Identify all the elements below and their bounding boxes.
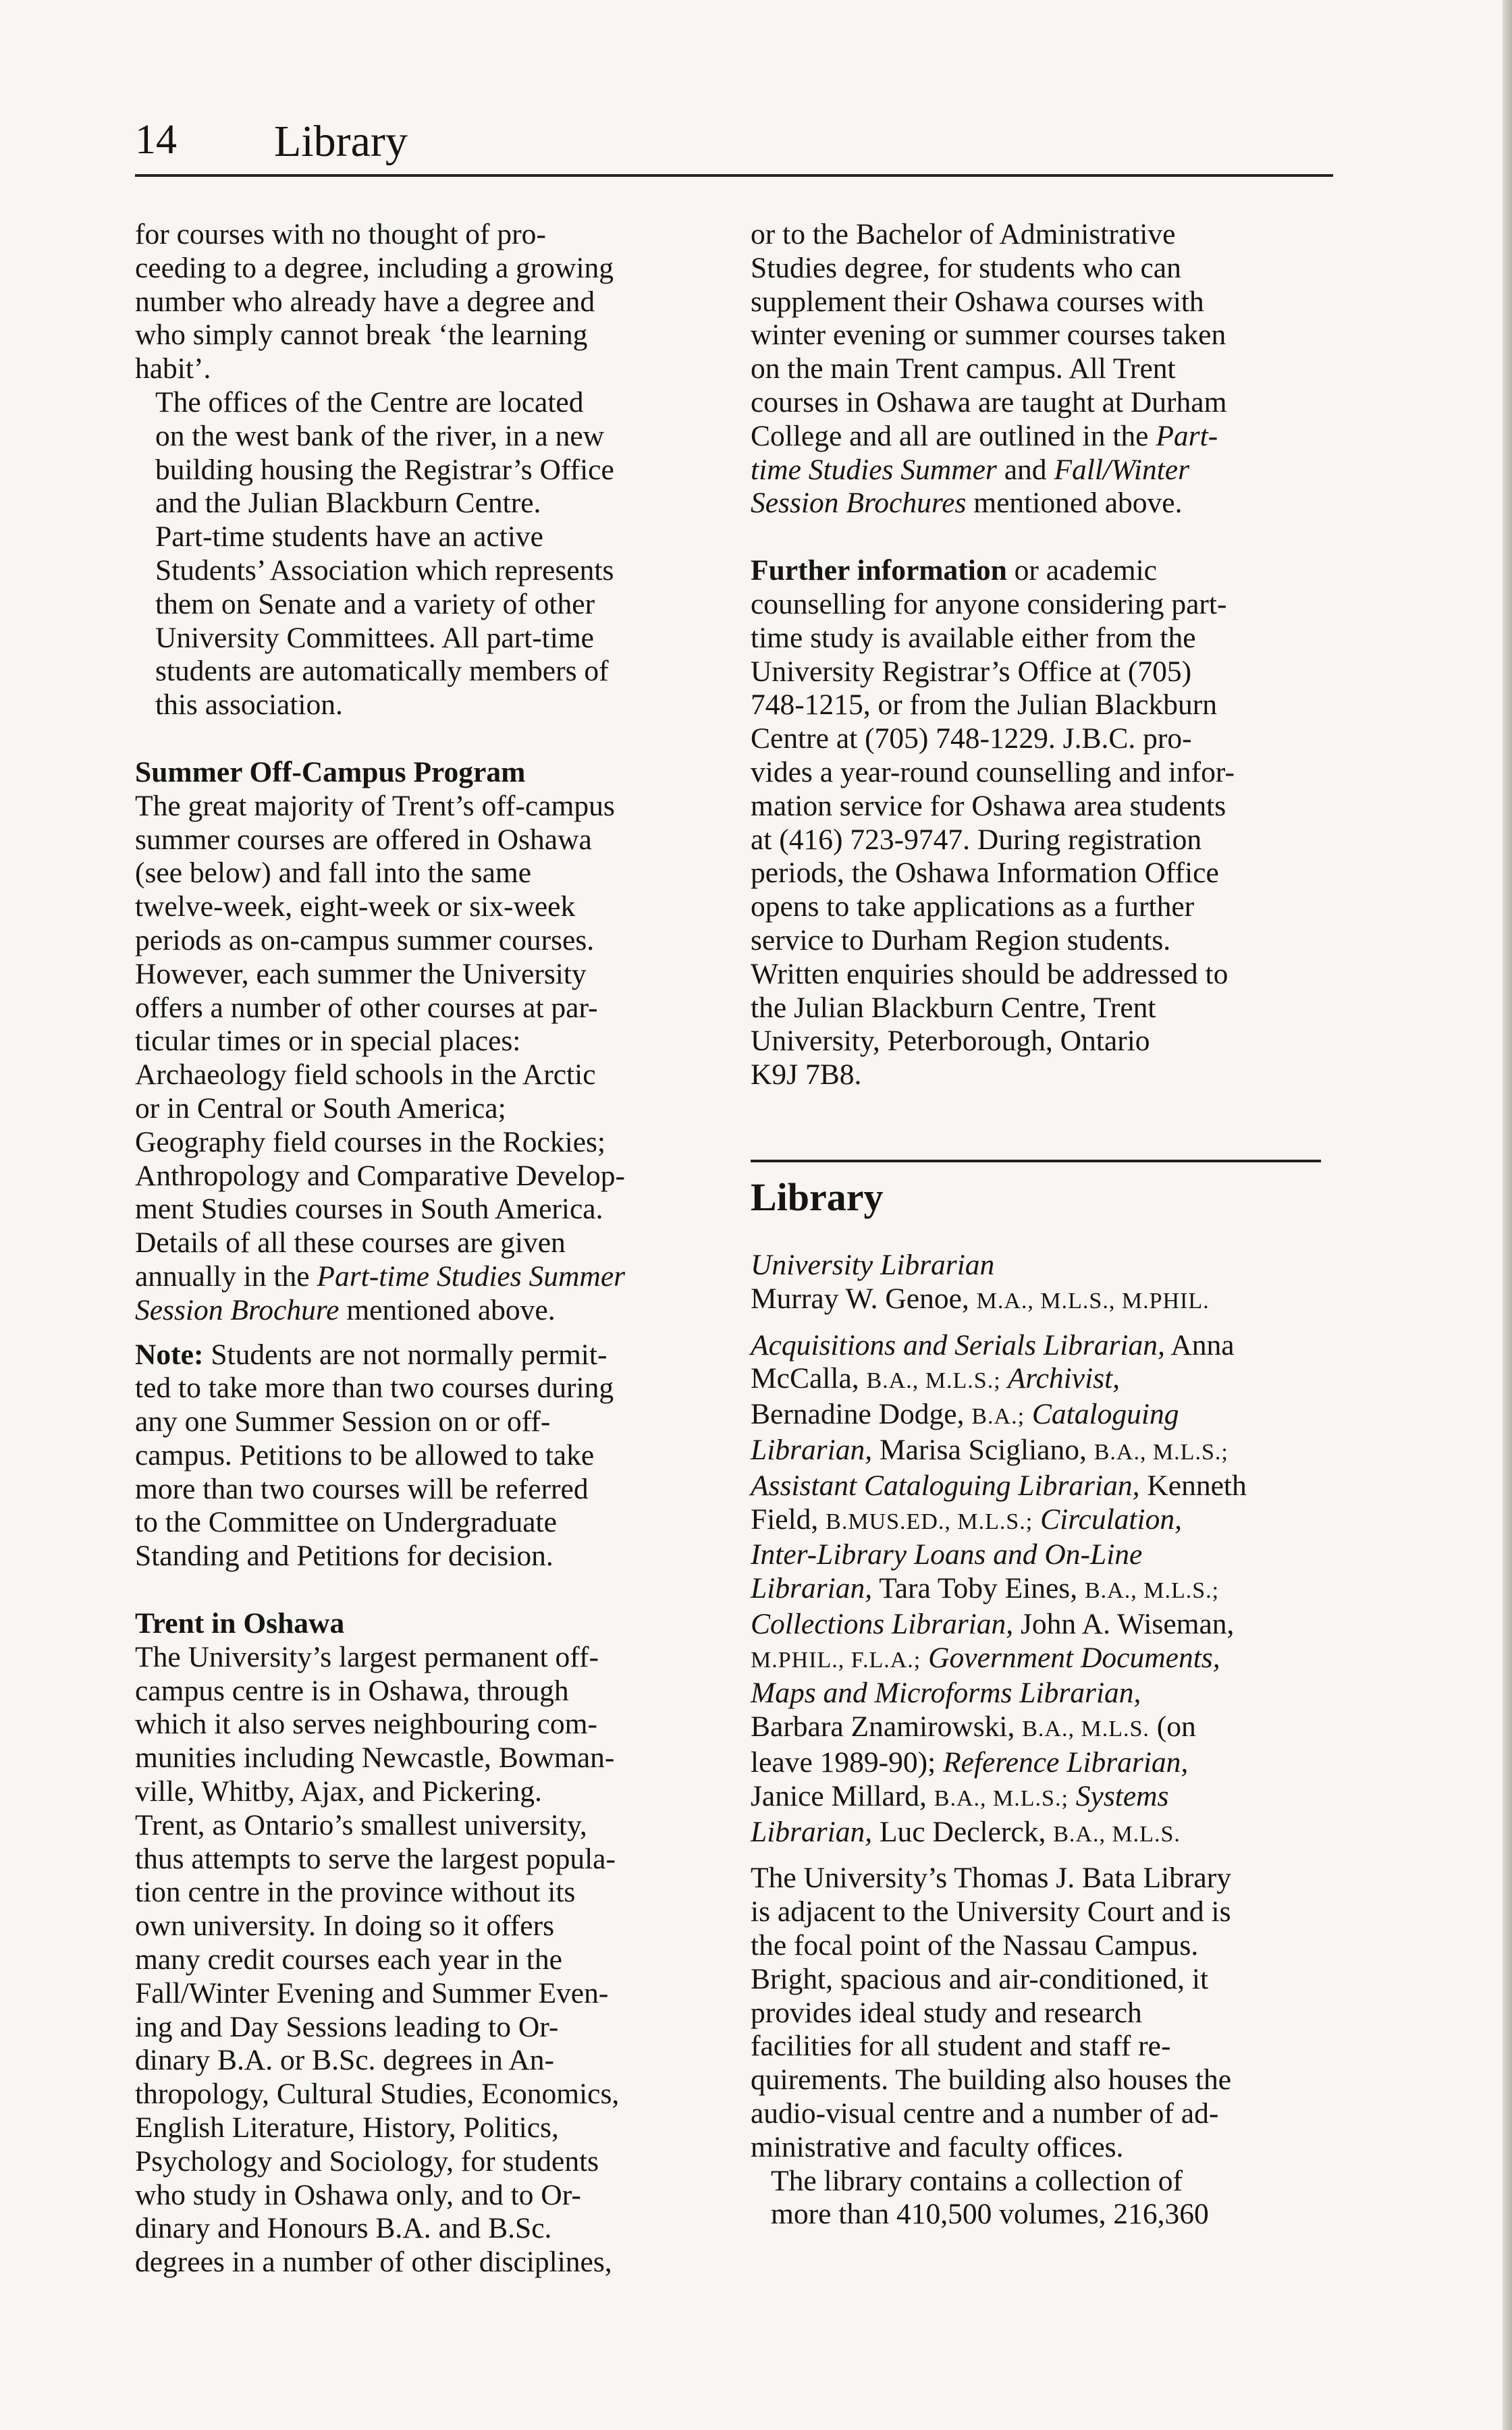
text-line: ministrative and faculty offices. (751, 2130, 1124, 2163)
offices-paragraph (135, 386, 709, 520)
staff-note: (on (1149, 1710, 1196, 1744)
staff-name: McCalla, (751, 1362, 867, 1395)
intro-paragraph (135, 218, 709, 386)
text-line: ceeding to a degree, including a growing (135, 251, 614, 284)
summer-paragraph (135, 790, 709, 1328)
further-info-label: Further information (751, 554, 1007, 587)
text-line: ing and Day Sessions leading to Or- (135, 2010, 559, 2043)
text-line: Psychology and Sociology, for students (135, 2144, 599, 2178)
text-line: on the main Trent campus. All Trent (751, 352, 1176, 385)
staff-degrees: M.PHIL., F.L.A.; (751, 1647, 921, 1673)
note-paragraph (135, 1339, 709, 1574)
text-line: Centre at (705) 748-1229. J.B.C. pro- (751, 722, 1192, 755)
page-number: 14 (135, 117, 177, 163)
text-line: who simply cannot break ‘the learning (135, 319, 588, 352)
text-line: habit’. (135, 352, 211, 385)
text-line: thus attempts to serve the largest popula- (135, 1842, 616, 1875)
text-line: courses in Oshawa are taught at Durham (751, 385, 1227, 418)
left-column (135, 218, 709, 2279)
bata-library-paragraph (751, 1862, 1331, 2164)
text-line: own university. In doing so it offers (135, 1910, 555, 1943)
text-line: The University’s Thomas J. Bata Library (751, 1862, 1231, 1895)
text-line: mation service for Oshawa area students (751, 789, 1226, 822)
text-line: winter evening or summer courses taken (751, 319, 1226, 352)
text-line: which it also serves neighbouring com- (135, 1708, 597, 1741)
text-line: Bright, spacious and air-conditioned, it (751, 1962, 1209, 1995)
text-line: more than 410,500 volumes, 216,360 (771, 2198, 1209, 2231)
staff-name: John A. Wiseman, (1013, 1607, 1235, 1640)
university-librarian (751, 1249, 1331, 1318)
text-line: periods as on-campus summer courses. (135, 923, 595, 956)
staff-title: Systems (1068, 1779, 1169, 1812)
text-line: Standing and Petitions for decision. (135, 1540, 554, 1573)
staff-title: Librarian, (751, 1572, 873, 1605)
staff-title: Reference Librarian, (943, 1746, 1189, 1779)
text-line: summer courses are offered in Oshawa (135, 823, 592, 856)
text-line: campus. Petitions to be allowed to take (135, 1438, 595, 1472)
right-column (751, 218, 1331, 2232)
text-line: more than two courses will be referred (135, 1472, 589, 1505)
continued-text: mentioned above. (966, 487, 1183, 520)
running-header (135, 108, 1333, 177)
staff-name: Bernadine Dodge, (751, 1398, 972, 1431)
collection-paragraph (751, 2165, 1331, 2232)
text-line: munities including Newcastle, Bowman- (135, 1742, 615, 1775)
summer-text: annually in the (135, 1260, 317, 1293)
text-line: The offices of the Centre are located (155, 385, 584, 418)
note-label: Note: (135, 1338, 204, 1371)
staff-title: University Librarian (751, 1248, 995, 1281)
staff-degrees: B.A., M.L.S.; (1084, 1578, 1220, 1604)
text-line: service to Durham Region students. (751, 923, 1171, 956)
text-line: Anthropology and Comparative Develop- (135, 1159, 626, 1192)
text-line: The library contains a collection of (771, 2164, 1183, 2197)
text-line: at (416) 723-9747. During registration (751, 823, 1202, 856)
text-line: or in Central or South America; (135, 1091, 506, 1125)
staff-title: Cataloguing (1025, 1398, 1179, 1431)
text-line: Written enquiries should be addressed to (751, 957, 1228, 990)
text-line: to the Committee on Undergraduate (135, 1506, 557, 1539)
staff-note: leave 1989-90); (751, 1746, 944, 1779)
staff-name: Marisa Scigliano, (872, 1433, 1094, 1466)
staff-degrees: B.A., M.L.S.; (1094, 1439, 1228, 1465)
text-line: facilities for all student and staff re- (751, 2030, 1171, 2063)
text-line: counselling for anyone considering part- (751, 587, 1227, 620)
brochure-title: Fall/Winter (1054, 453, 1190, 486)
continued-text: and (996, 453, 1054, 486)
text-line: The great majority of Trent’s off-campus (135, 789, 615, 822)
text-line: the focal point of the Nassau Campus. (751, 1929, 1199, 1962)
text-line: the Julian Blackburn Centre, Trent (751, 991, 1156, 1024)
text-line: Students’ Association which represents (155, 554, 614, 587)
text-line: many credit courses each year in the (135, 1943, 562, 1976)
text-line: opens to take applications as a further (751, 890, 1195, 923)
further-info-text: or academic (1006, 554, 1157, 587)
staff-degrees: B.A., M.L.S.; (866, 1368, 1001, 1394)
text-line: offers a number of other courses at par- (135, 991, 598, 1024)
staff-name: Murray W. Genoe, (751, 1282, 977, 1315)
text-line: University Committees. All part-time (155, 621, 594, 654)
text-line: tion centre in the province without its (135, 1876, 576, 1909)
staff-degrees: B.A., M.L.S. (1053, 1821, 1181, 1847)
staff-degrees: B.A., M.L.S.; (934, 1785, 1069, 1811)
staff-name: Luc Declerck, (872, 1815, 1054, 1848)
text-line: (see below) and fall into the same (135, 857, 532, 890)
staff-title: Circulation, (1033, 1503, 1182, 1536)
text-line: University, Peterborough, Ontario (751, 1025, 1150, 1058)
text-line: However, each summer the University (135, 957, 587, 990)
summer-heading: Summer Off-Campus Program (135, 755, 526, 788)
brochure-title: Part- (1156, 419, 1218, 452)
staff-title: Inter-Library Loans and On-Line (751, 1538, 1143, 1571)
continued-paragraph (751, 218, 1331, 520)
text-line: English Literature, History, Politics, (135, 2111, 559, 2144)
staff-title: Librarian, (751, 1433, 873, 1466)
text-line: periods, the Oshawa Information Office (751, 857, 1219, 890)
text-line: Trent, as Ontario’s smallest university, (135, 1808, 587, 1841)
text-line: building housing the Registrar’s Office (155, 453, 614, 486)
text-line: twelve-week, eight-week or six-week (135, 890, 576, 923)
staff-title: Librarian, (751, 1815, 873, 1848)
oshawa-paragraph (135, 1641, 709, 2279)
text-line: who study in Oshawa only, and to Or- (135, 2178, 581, 2211)
staff-name: Barbara Znamirowski, (751, 1710, 1023, 1744)
staff-degrees: M.A., M.L.S., M.PHIL. (976, 1288, 1210, 1314)
staff-title: Collections Librarian, (751, 1607, 1014, 1640)
staff-name: Anna (1164, 1328, 1235, 1361)
text-line: provides ideal study and research (751, 1996, 1142, 2029)
text-line: thropology, Cultural Studies, Economics, (135, 2078, 620, 2111)
text-line: for courses with no thought of pro- (135, 218, 546, 250)
text-line: The University’s largest permanent off- (135, 1640, 599, 1673)
staff-title: Assistant Cataloguing Librarian, (751, 1469, 1140, 1502)
text-line: Fall/Winter Evening and Summer Even- (135, 1976, 609, 2009)
text-line: is adjacent to the University Court and is (751, 1895, 1231, 1928)
text-line: ted to take more than two courses during (135, 1372, 614, 1405)
brochure-title: time Studies Summer (751, 453, 997, 486)
text-line: campus centre is in Oshawa, through (135, 1674, 569, 1707)
staff-name: Kenneth (1139, 1469, 1247, 1502)
further-info-paragraph (751, 554, 1331, 1092)
staff-name: Field, (751, 1503, 826, 1536)
text-line: vides a year-round counselling and infor- (751, 755, 1235, 788)
text-line: dinary B.A. or B.Sc. degrees in An- (135, 2044, 554, 2077)
staff-name: Janice Millard, (751, 1779, 934, 1812)
text-line: ticular times or in special places: (135, 1025, 521, 1058)
staff-degrees: B.MUS.ED., M.L.S.; (826, 1509, 1033, 1534)
section-divider (751, 1160, 1321, 1162)
text-line: quirements. The building also houses the (751, 2063, 1232, 2097)
text-line: supplement their Oshawa courses with (751, 285, 1204, 318)
summer-brochure-title: Part-time Studies Summer (317, 1260, 626, 1293)
staff-title: Government Documents, (921, 1641, 1220, 1674)
text-line: Details of all these courses are given (135, 1226, 566, 1260)
text-line: University Registrar’s Office at (705) (751, 655, 1192, 688)
text-line: ville, Whitby, Ajax, and Pickering. (135, 1775, 542, 1808)
staff-degrees: B.A.; (971, 1404, 1025, 1430)
staff-name: Tara Toby Eines, (872, 1572, 1085, 1605)
page-edge-shadow (1503, 0, 1512, 2430)
text-line: dinary and Honours B.A. and B.Sc. (135, 2212, 552, 2245)
text-line: any one Summer Session on or off- (135, 1405, 551, 1438)
library-staff-list (751, 1329, 1331, 1852)
text-line: them on Senate and a variety of other (155, 587, 595, 620)
summer-text-end: mentioned above. (339, 1293, 556, 1326)
text-line: 748-1215, or from the Julian Blackburn (751, 688, 1218, 722)
text-line: number who already have a degree and (135, 285, 595, 318)
text-line: Studies degree, for students who can (751, 251, 1181, 284)
text-line: Part-time students have an active (155, 520, 543, 554)
text-line: time study is available either from the (751, 621, 1196, 654)
summer-brochure-title-end: Session Brochure (135, 1293, 340, 1326)
text-line: ment Studies courses in South America. (135, 1193, 603, 1226)
running-title: Library (274, 117, 408, 166)
text-line: on the west bank of the river, in a new (155, 419, 605, 452)
text-line: Geography field courses in the Rockies; (135, 1125, 606, 1158)
text-line: this association. (155, 688, 343, 722)
text-line: audio-visual centre and a number of ad- (751, 2097, 1219, 2130)
staff-title: Acquisitions and Serials Librarian, (751, 1328, 1165, 1361)
text-line: and the Julian Blackburn Centre. (155, 487, 541, 520)
text-line: degrees in a number of other disciplines, (135, 2246, 612, 2279)
note-text: Students are not normally permit- (203, 1338, 608, 1371)
text-line: students are automatically members of (155, 655, 609, 688)
text-line: or to the Bachelor of Administrative (751, 218, 1176, 250)
association-paragraph (135, 520, 709, 722)
oshawa-heading: Trent in Oshawa (135, 1607, 345, 1640)
staff-degrees: B.A., M.L.S. (1022, 1717, 1150, 1742)
staff-title: Archivist, (1000, 1362, 1120, 1395)
staff-title: Maps and Microforms Librarian, (751, 1677, 1141, 1710)
continued-text: College and all are outlined in the (751, 419, 1156, 452)
text-line: Archaeology field schools in the Arctic (135, 1058, 596, 1091)
text-line: K9J 7B8. (751, 1058, 862, 1091)
brochure-title: Session Brochures (751, 487, 967, 520)
library-section-heading: Library (751, 1174, 884, 1219)
